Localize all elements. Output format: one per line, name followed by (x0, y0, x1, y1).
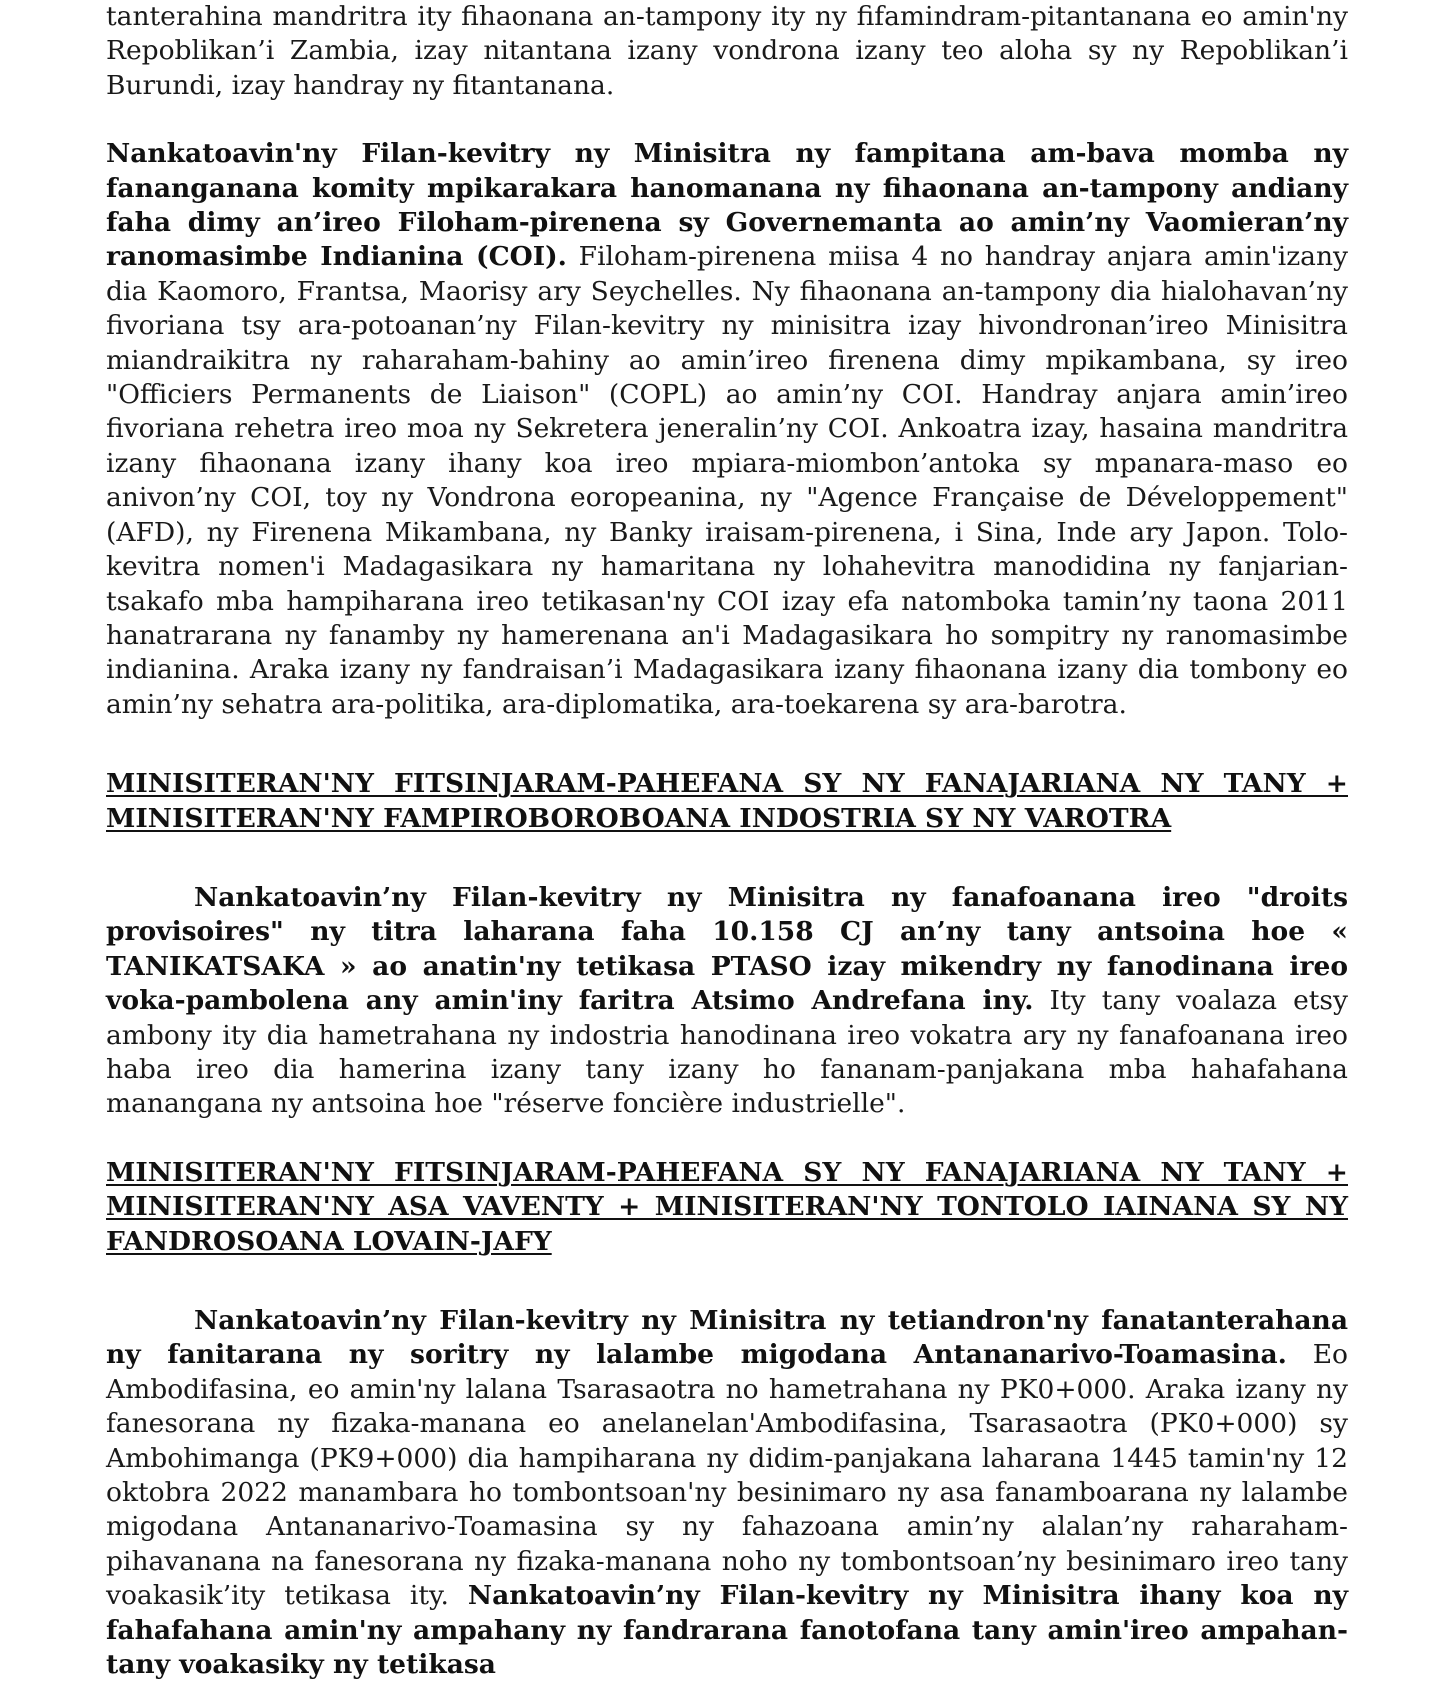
paragraph-text: tanterahina mandritra ity fihaonana an-tampony ity ny fifamindram-pitantanana eo amin'ny Repoblikan’i Zambia, izay nitantana izany vondrona izany teo aloha sy ny Repoblikan’i Burundi, izay handray ny fitantanana. (106, 1, 1348, 101)
paragraph-zambia-burundi (106, 0, 1348, 103)
paragraph-bold-lead: Nankatoavin’ny Filan-kevitry ny Minisitra ny tetiandron'ny fanatanterahana ny fanitarana ny soritry ny lalambe migodana Antananarivo-Toamasina. (106, 1305, 1348, 1371)
paragraph-coi-summit (106, 137, 1348, 722)
paragraph-text: Ity tany voalaza etsy ambony ity dia hametrahana ny indostria hanodinana ireo vokatra ary ny fanafoanana ireo haba ireo dia hamerina izany tany izany ho fananam-panjakana mba hahafahana manangana ny antsoina hoe "réserve foncière industrielle". (106, 985, 1348, 1120)
paragraph-bold-lead: Nankatoavin’ny Filan-kevitry ny Minisitra ny fanafoanana ireo "droits provisoires" ny titra laharana faha 10.158 CJ an’ny tany antsoina hoe « TANIKATSAKA » ao anatin'ny tetikasa PTASO izay mikendry ny fanodinana ireo voka-pambolena any amin'iny faritra Atsimo Andrefana iny. (106, 881, 1348, 1017)
paragraph-gap (106, 1122, 1348, 1156)
paragraph-gap (106, 1259, 1348, 1304)
paragraph-gap (106, 722, 1348, 767)
section-heading-public-works: MINISITERAN'NY FITSINJARAM-PAHEFANA SY NY FANAJARIANA NY TANY + MINISITERAN'NY ASA VAVENTY + MINISITERAN'NY TONTOLO IAINANA SY NY FANDROSOANA LOVAIN-JAFY (106, 1156, 1348, 1257)
section-heading-industry: MINISITERAN'NY FITSINJARAM-PAHEFANA SY NY FANAJARIANA NY TANY + MINISITERAN'NY FAMPIROBOROBOANA INDOSTRIA SY NY VAROTRA (106, 768, 1348, 834)
paragraph-text: Filoham-pirenena miisa 4 no handray anjara amin'izany dia Kaomoro, Frantsa, Maorisy ary Seychelles. Ny fihaonana an-tampony dia hialohavan’ny fivoriana tsy ara-potoanan’ny Filan-kevitry ny minisitra izay hivondronan’ireo Minisitra miandraikitra ny raharaham-bahiny ao amin’ireo firenena dimy mpikambana, sy ireo "Officiers Permanents de Liaison" (COPL) ao amin’ny COI. Handray anjara amin’ireo fivoriana rehetra ireo moa ny Sekretera jeneralin’ny COI. Ankoatra izay, hasaina mandritra izany fihaonana izany ihany koa ireo mpiara-miombon’antoka sy mpanara-maso eo anivon’ny COI, toy ny Vondrona eoropeanina, ny "Agence Française de Développement" (AFD), ny Firenena Mikambana, ny Banky iraisam-pirenena, i Sina, Inde ary Japon. Tolo-kevitra nomen'i Madagasikara ny hamaritana ny lohahevitra manodidina ny fanjarian-tsakafo mba hampiharana ireo tetikasan'ny COI izay efa natomboka tamin’ny taona 2011 hanatrarana ny fanamby ny hamerenana an'i Madagasikara ho sompitry ny ranomasimbe indianina. Araka izany ny fandraisan’i Madagasikara izany fihaonana izany dia tombony eo amin’ny sehatra ara-politika, ara-diplomatika, ara-toekarena sy ara-barotra. (106, 241, 1348, 720)
document-page (106, 0, 1348, 1682)
paragraph-tanikatsaka (106, 881, 1348, 1122)
paragraph-bold-lead: Nankatoavin'ny Filan-kevitry ny Minisitra ny fampitana am-bava momba ny fananganana komity mpikarakara hanomanana ny fihaonana an-tampony andiany faha dimy an’ireo Filoham-pirenena sy Governemanta ao amin’ny Vaomieran’ny ranomasimbe Indianina (COI). (106, 138, 1348, 273)
paragraph-gap (106, 103, 1348, 137)
paragraph-highway (106, 1304, 1348, 1682)
paragraph-gap (106, 836, 1348, 881)
paragraph-bold-trailing: Nankatoavin’ny Filan-kevitry ny Minisitra ihany koa ny fahafahana amin'ny ampahany ny fandrarana fanotofana tany amin'ireo ampahan-tany voakasiky ny tetikasa (106, 1580, 1348, 1681)
paragraph-text: Eo Ambodifasina, eo amin'ny lalana Tsarasaotra no hametrahana ny PK0+000. Araka izany ny fanesorana ny fizaka-manana eo anelanelan'Ambodifasina, Tsarasaotra (PK0+000) sy Ambohimanga (PK9+000) dia hampiharana ny didim-panjakana laharana 1445 tamin'ny 12 oktobra 2022 manambara ho tombontsoan'ny besinimaro ny asa fanamboarana ny lalambe migodana Antananarivo-Toamasina sy ny fahazoana amin’ny alalan’ny raharaham-pihavanana na fanesorana ny fizaka-manana noho ny tombontsoan’ny besinimaro ireo tany voakasik’ity tetikasa ity. (106, 1339, 1348, 1612)
